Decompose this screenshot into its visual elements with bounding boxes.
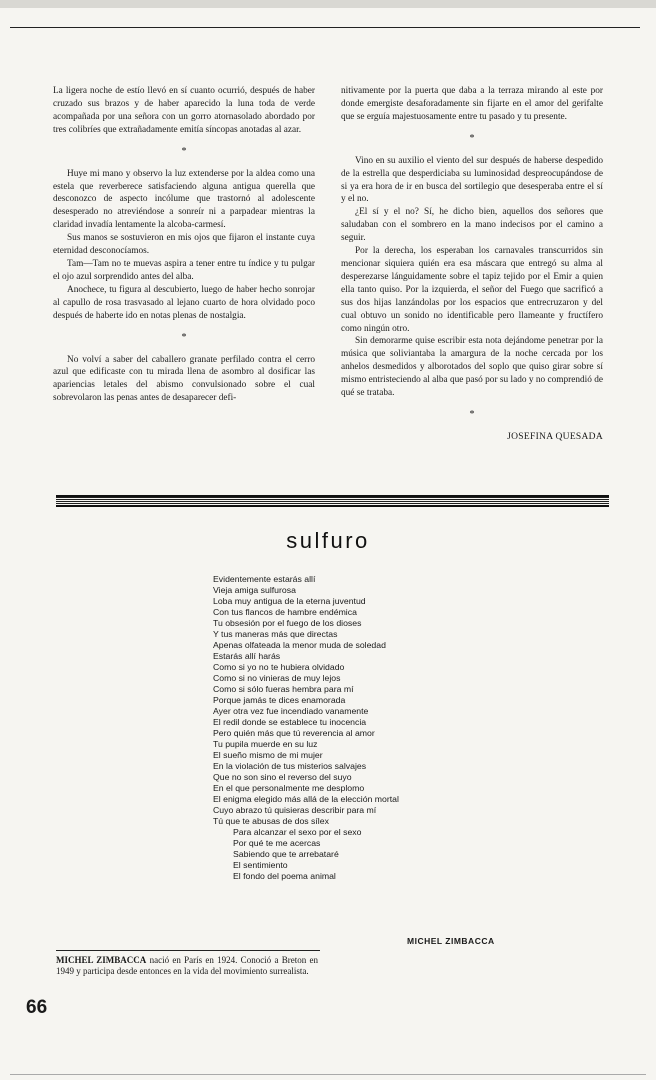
poem-line-indented: El sentimiento [233, 860, 288, 870]
article-right-column [341, 85, 603, 444]
poem-line: Como si no vinieras de muy lejos [213, 673, 341, 683]
poem-line: En el que personalmente me desplomo [213, 783, 365, 793]
section-star: * [469, 408, 475, 420]
poem-line: En la violación de tus misterios salvajes [213, 761, 367, 771]
poem-line: El enigma elegido más allá de la elección mortal [213, 794, 399, 804]
poem-line: El redil donde se establece tu inocencia [213, 717, 367, 727]
poem-line: Evidentemente estarás allí [213, 574, 316, 584]
poem-line: Con tus flancos de hambre endémica [213, 607, 357, 617]
poem-line-indented: Para alcanzar el sexo por el sexo [233, 827, 362, 837]
header-rule [10, 27, 640, 28]
poem-line: El sueño mismo de mi mujer [213, 750, 323, 760]
article-author: JOSEFINA QUESADA [507, 431, 603, 442]
bio-rule [56, 950, 320, 951]
poem-line: Tu pupila muerde en su luz [213, 739, 318, 749]
page-number: 66 [26, 997, 48, 1018]
poem-line-indented: El fondo del poema animal [233, 871, 336, 881]
section-star: * [181, 145, 187, 157]
poem-line: Que no son sino el reverso del suyo [213, 772, 352, 782]
poem-line: Apenas olfateada la menor muda de soledad [213, 640, 386, 650]
article-paragraph: nitivamente por la puerta que daba a la terraza mirando al este por donde emergiste desaforadamente sin fijarte en el amor del gerifalte que se erguía majestuosamente entre tu pasado y tu presente. [341, 86, 603, 122]
poem-line: Y tus maneras más que directas [213, 629, 338, 639]
article-paragraph: Vino en su auxilio el viento del sur después de haberse despedido de la estrella que desperdiciaba su luminosidad despreocupándose de si ya era hora de ir en busca del sortilegio que desesperaba entre el sí y el no. [341, 155, 603, 205]
top-border [0, 0, 656, 8]
poem-author: MICHEL ZIMBACCA [407, 936, 495, 946]
poem-line: Vieja amiga sulfurosa [213, 585, 296, 595]
poem-line-indented: Sabiendo que te arrebataré [233, 849, 339, 859]
article-paragraph: Huye mi mano y observo la luz extenderse por la aldea como una estela que reverberece satisfaciendo alguna antigua querella que desconozco de aspecto incólume que trastornó al adolescente desesperado no atreviéndose a sonreír ni a parpadear mientras la claridad invadía lentamente la alcoba-carmesí. [53, 168, 315, 231]
article-paragraph: No volví a saber del caballero granate perfilado contra el cerro azul que edificaste con tu mirada llena de asombro al dosificar las apariencias letales del abismo convulsionado sobre el cual sobrevolaron las penas antes de desaparecer defi- [53, 354, 315, 404]
article-paragraph: Anochece, tu figura al descubierto, luego de haber hecho sonrojar al capullo de rosa trasvasado al lejano cuarto de hora olvidado poco después de haberte ido en notas plenas de nostalgia. [53, 284, 315, 321]
article-paragraph: La ligera noche de estío llevó en sí cuanto ocurrió, después de haber cruzado sus brazos y de haber aparecido la luna toda de verde acompañada por una señora con un gorro atornasolado abordado por tres colibríes que extrañadamente emitía síncopas anotadas al azar. [53, 86, 315, 135]
article-paragraph: Sus manos se sostuvieron en mis ojos que fijaron el instante cuya eternidad desconocíamos. [53, 233, 315, 257]
poem-line: Como si sólo fueras hembra para mí [213, 684, 354, 694]
poem-line: Cuyo abrazo tú quisieras describir para mí [213, 805, 377, 815]
poem-line: Tu obsesión por el fuego de los dioses [213, 618, 362, 628]
article-paragraph: Sin demorarme quise escribir esta nota dejándome penetrar por la música que soliviantaba la amargura de la noche cercada por los anhelos desmedidos y alborotados del soplo que quiso girar sobre sí mismo entristeciendo al alba que pasó por su lado y no comprendió de qué se trataba. [341, 336, 603, 399]
poem-line-indented: Por qué te me acercas [233, 838, 321, 848]
poem-title: sulfuro [286, 528, 370, 553]
poem-line: Pero quién más que tú reverencia al amor [213, 728, 375, 738]
article-paragraph: Tam—Tam no te muevas aspira a tener entre tu índice y tu pulgar el ojo azul sorprendido antes del alba. [53, 258, 315, 282]
poem-line: Tú que te abusas de dos sílex [213, 816, 329, 826]
author-bio [56, 955, 318, 977]
poem-line: Estarás allí harás [213, 651, 281, 661]
article-paragraph: Por la derecha, los esperaban los carnavales transcurridos sin mencionar siquiera quién era esa máscara que entregó su alma al desperezarse lánguidamente sobre el tapiz tejido por el Emir a quien ella tanto quiso. Por la izquierda, el señor del Fuego que sacrificó a sus dos hijas lanzándolas por los espacios que entrecruzaron y del cual obtuvo un sonido no identificable pero llameante y fructífero como ningún otro. [341, 246, 603, 334]
poem-line: Como si yo no te hubiera olvidado [213, 662, 345, 672]
article-paragraph: ¿El sí y el no? Sí, he dicho bien, aquellos dos señores que saludaban con el sombrero en la mano indecisos por el camino a seguir. [341, 207, 603, 244]
poem-line: Porque jamás te dices enamorada [213, 695, 346, 705]
section-star: * [181, 331, 187, 343]
poem-body [213, 574, 553, 882]
poem-line: Ayer otra vez fue incendiado vanamente [213, 706, 369, 716]
section-star: * [469, 132, 475, 144]
section-divider-band [56, 495, 609, 507]
footer-rule [10, 1074, 646, 1075]
poem-line: Loba muy antigua de la eterna juventud [213, 596, 366, 606]
article-left-column [53, 85, 315, 405]
bio-text: nació en París en 1924. Conoció a Breton en 1949 y participa desde entonces en la vida del movimiento surrealista. [56, 955, 318, 976]
bio-name: MICHEL ZIMBACCA [56, 955, 147, 965]
